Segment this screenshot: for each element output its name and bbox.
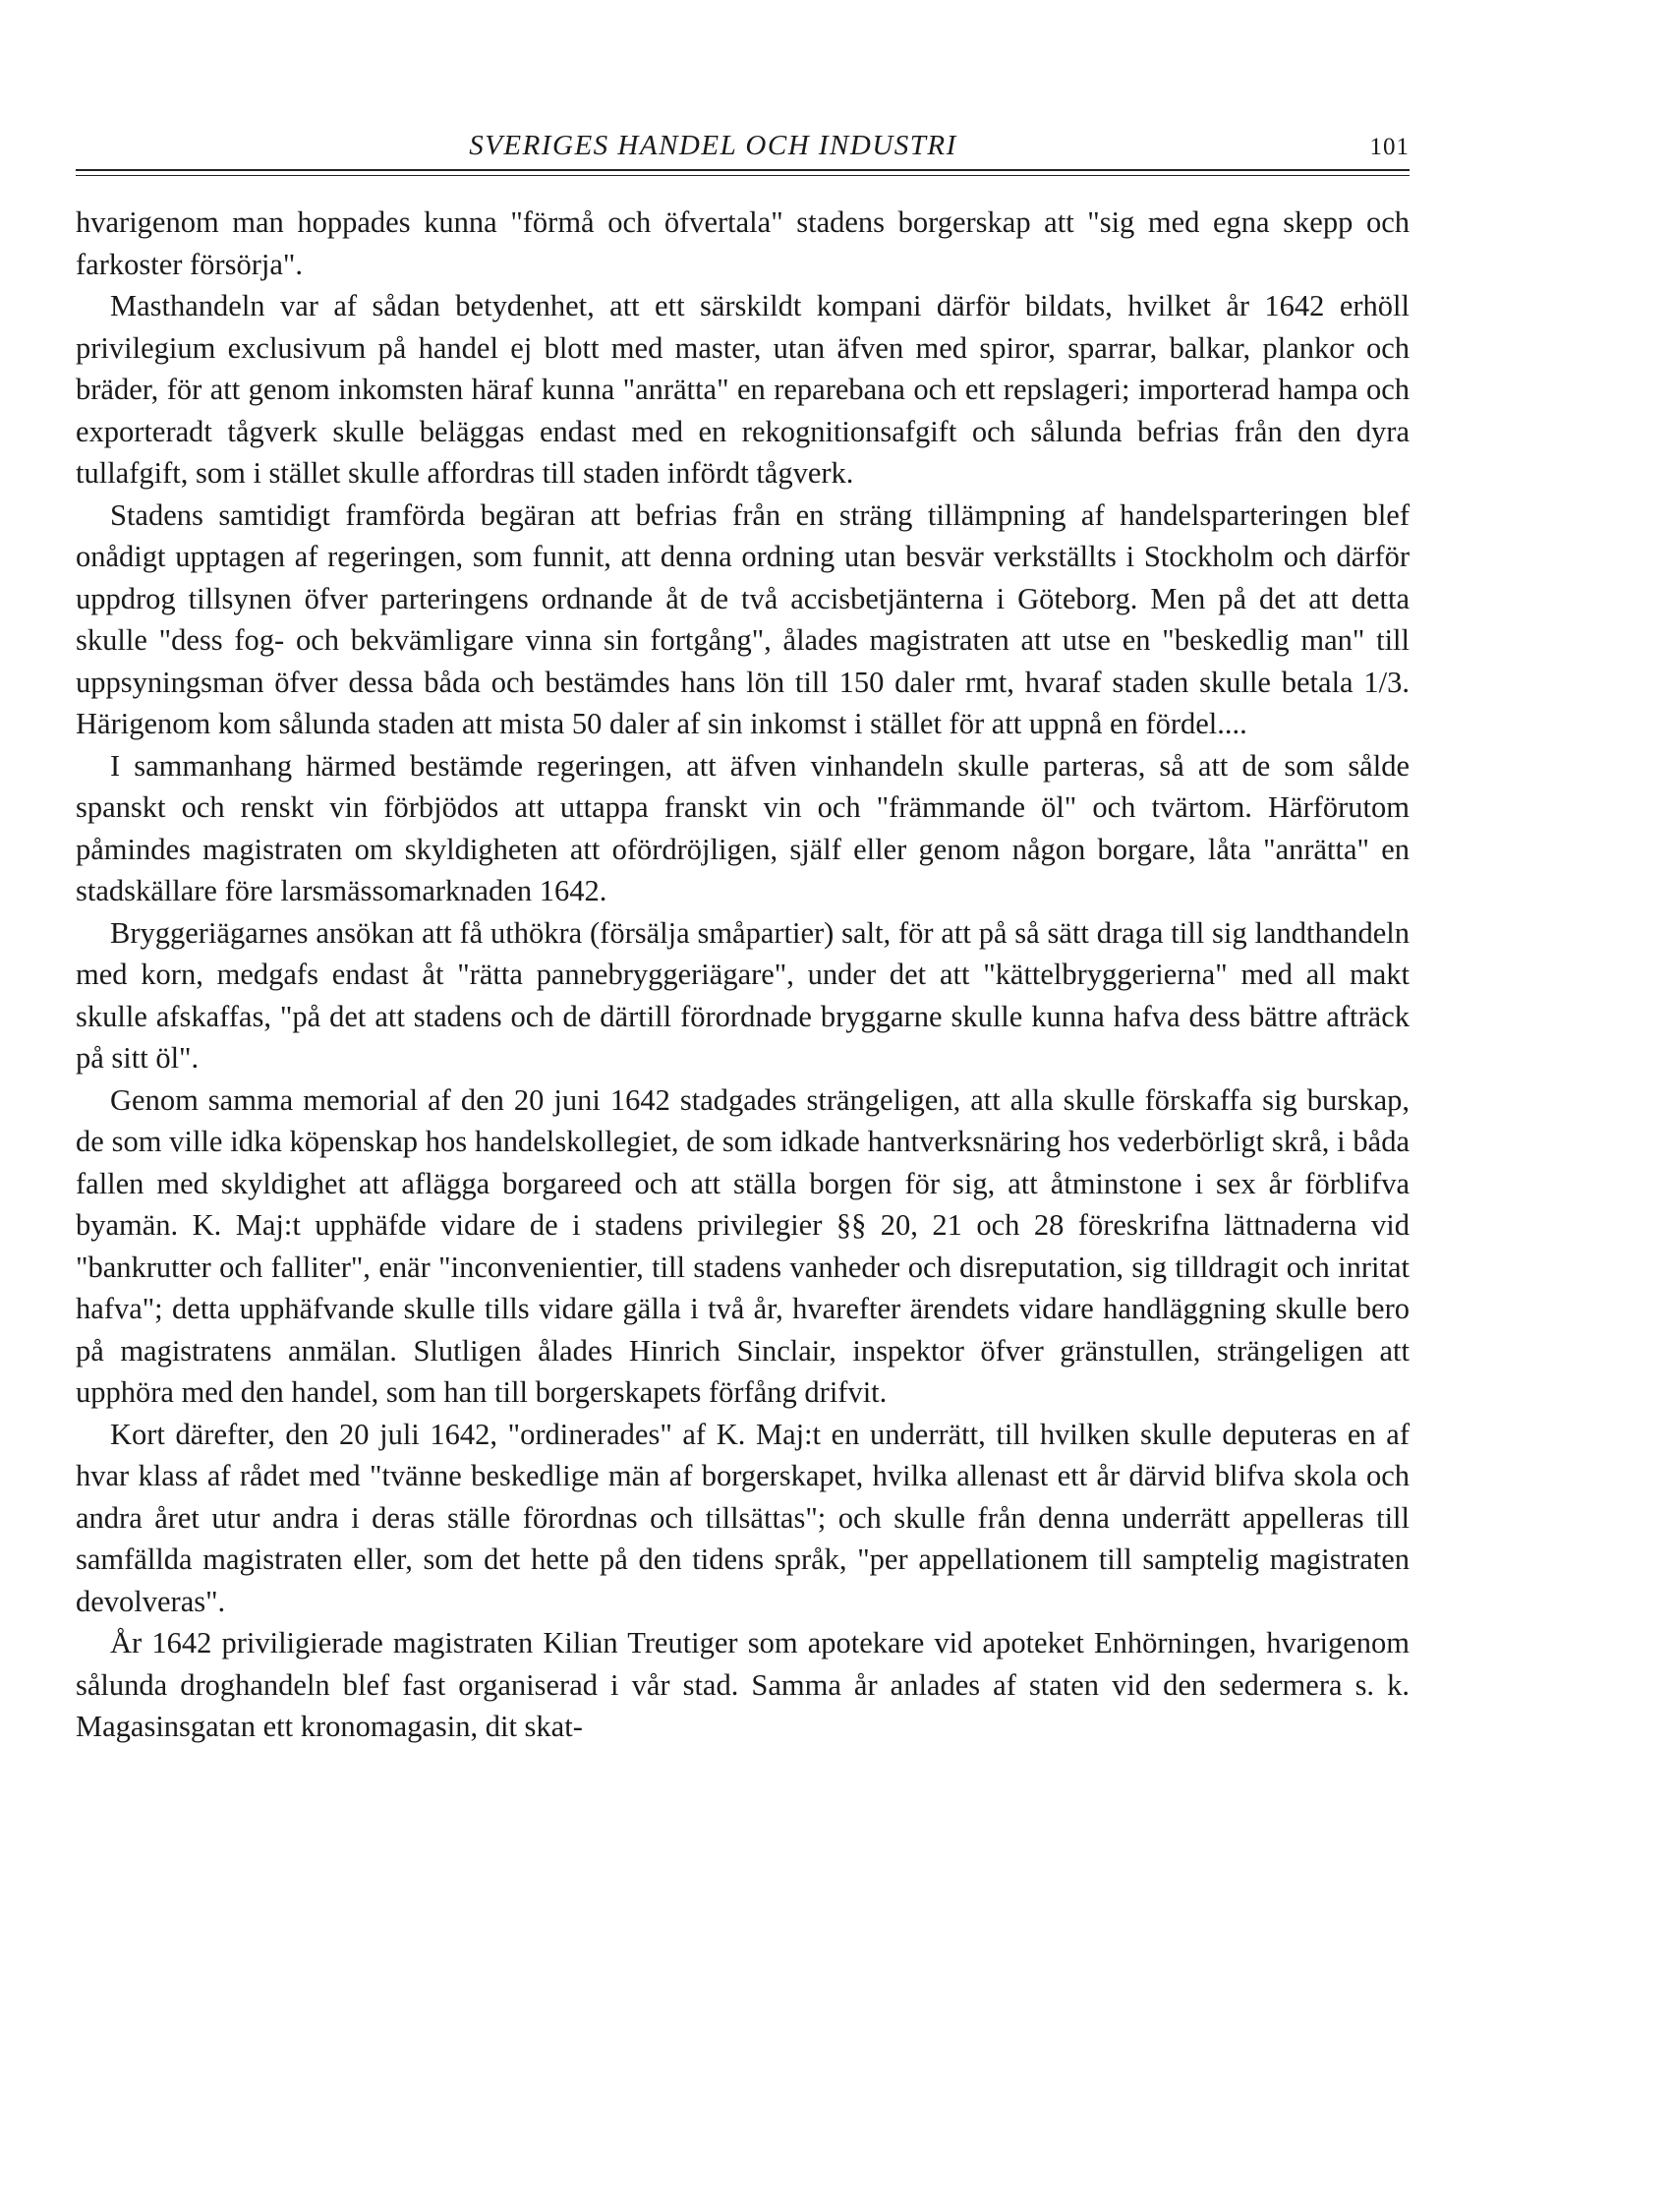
page-number: 101 [1369,134,1410,160]
header-rule-bottom [76,175,1410,176]
paragraph: År 1642 priviligierade magistraten Kilian Treutiger som apotekare vid apoteket Enhörningen, hvarigenom sålunda droghandeln blef fast organiserad i vår stad. Samma år anlades af staten vid den sedermera s. k. Magasinsgatan ett kronomagasin, dit skat- [76,1626,1410,1743]
header-rule-top [76,169,1410,171]
body-text [76,202,1410,1748]
running-title: SVERIGES HANDEL OCH INDUSTRI [469,130,957,161]
paragraph: Masthandeln var af sådan betydenhet, att ett särskildt kompani därför bildats, hvilket år 1642 erhöll privilegium exclusivum på handel ej blott med master, utan äfven med spiror, sparrar, balkar, plankor och bräder, för att genom inkomsten häraf kunna "anrätta" en reparebana och ett repslageri; importerad hampa och exporteradt tågverk skulle beläggas endast med en rekognitionsafgift och sålunda befrias från den dyra tullafgift, som i stället skulle affordras till staden infördt tågverk. [76,289,1410,490]
book-page [76,128,1410,1748]
paragraph: Genom samma memorial af den 20 juni 1642 stadgades strängeligen, att alla skulle förskaffa sig burskap, de som ville idka köpenskap hos handelskollegiet, de som idkade hantverksnäring hos vederbörligt skrå, i båda fallen med skyldighet att aflägga borgareed och att ställa borgen för sig, att åtminstone i sex år förblifva byamän. K. Maj:t upphäfde vidare de i stadens privilegier §§ 20, 21 och 28 föreskrifna lättnaderna vid "bankrutter och falliter", enär "inconvenientier, till stadens vanheder och disreputation, sig tilldragit och inritat hafva"; detta upphäfvande skulle tills vidare gälla i två år, hvarefter ärendets vidare handläggning skulle bero på magistratens anmälan. Slutligen ålades Hinrich Sinclair, inspektor öfver gränstullen, strängeligen att upphöra med den handel, som han till borgerskapets förfång drifvit. [76,1082,1410,1409]
paragraph: hvarigenom man hoppades kunna "förmå och öfvertala" stadens borgerskap att "sig med egna skepp och farkoster försörja". [76,205,1410,281]
paragraph: I sammanhang härmed bestämde regeringen, att äfven vinhandeln skulle parteras, så att de som sålde spanskt och renskt vin förbjödos att uttappa franskt vin och "främmande öl" och tvärtom. Härförutom påmindes magistraten om skyldigheten att ofördröjligen, själf eller genom någon borgare, låta "anrätta" en stadskällare före larsmässomarknaden 1642. [76,748,1410,907]
paragraph: Bryggeriägarnes ansökan att få uthökra (försälja småpartier) salt, för att på så sätt draga till sig landthandeln med korn, medgafs endast åt "rätta pannebryggeriägare", under det att "kättelbryggerierna" med all makt skulle afskaffas, "på det att stadens och de därtill förordnade bryggarne skulle kunna hafva dess bättre afträck på sitt öl". [76,915,1410,1075]
paragraph: Kort därefter, den 20 juli 1642, "ordinerades" af K. Maj:t en underrätt, till hvilken skulle deputeras en af hvar klass af rådet med "tvänne beskedlige män af borgerskapet, hvilka allenast ett år därvid blifva skola och andra året utur andra i deras ställe förordnas och tillsättas"; och skulle från denna underrätt appelleras till samfällda magistraten eller, som det hette på den tidens språk, "per appellationem till samptelig magistraten devolveras". [76,1417,1410,1618]
paragraph: Stadens samtidigt framförda begäran att befrias från en sträng tillämpning af handelsparteringen blef onådigt upptagen af regeringen, som funnit, att denna ordning utan besvär verkställts i Stockholm och därför uppdrog tillsynen öfver parteringens ordnande åt de två accisbetjänterna i Göteborg. Men på det att detta skulle "dess fog- och bekvämligare vinna sin fortgång", ålades magistraten att utse en "beskedlig man" till uppsyningsman öfver dessa båda och bestämdes hans lön till 150 daler rmt, hvaraf staden skulle betala 1/3. Härigenom kom sålunda staden att mista 50 daler af sin inkomst i stället för att uppnå en fördel.... [76,497,1410,740]
running-head [76,128,1410,169]
